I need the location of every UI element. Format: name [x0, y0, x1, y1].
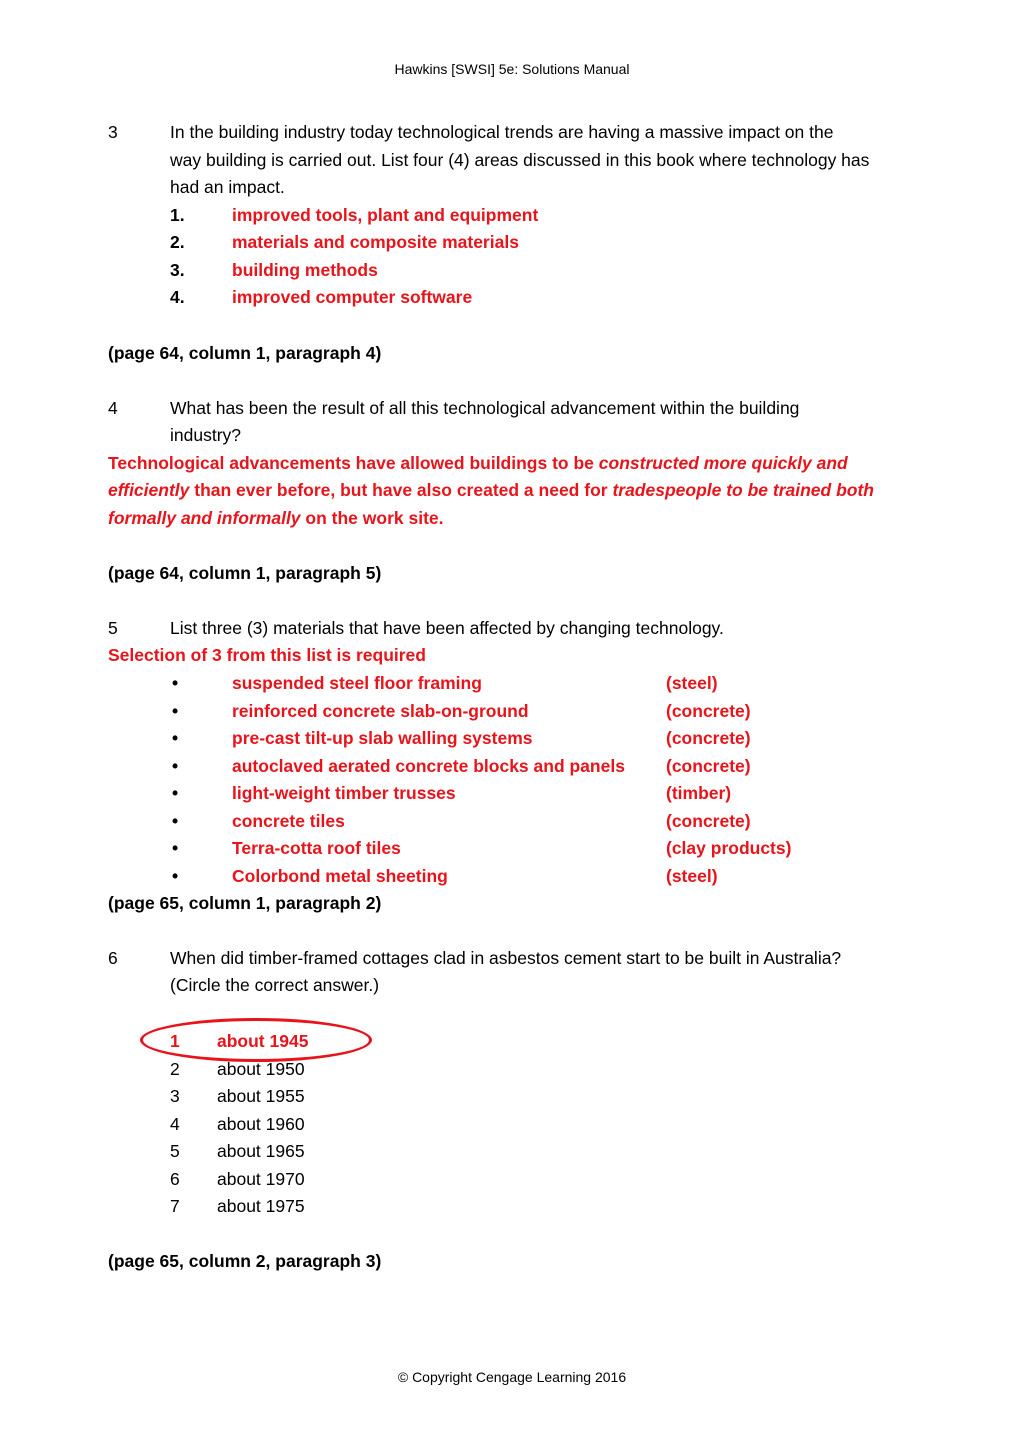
- q4-number: 4: [108, 398, 118, 418]
- q4-line-1: What has been the result of all this technological advancement within the building: [170, 398, 800, 418]
- material-category: (timber): [666, 783, 732, 803]
- material-category: (steel): [666, 866, 718, 886]
- material-item: Colorbond metal sheeting: [232, 866, 448, 886]
- q4-line-2: industry?: [170, 425, 242, 445]
- option-text: about 1965: [217, 1141, 305, 1161]
- q5-number: 5: [108, 618, 118, 638]
- q3-answer-4: improved computer software: [232, 287, 473, 307]
- material-item: reinforced concrete slab-on-ground: [232, 701, 529, 721]
- q3-answer-1: improved tools, plant and equipment: [232, 205, 539, 225]
- option-number: 2: [170, 1059, 180, 1079]
- q4-answer-line-2: [108, 482, 874, 500]
- q3-answer-2: materials and composite materials: [232, 232, 519, 252]
- material-category: (concrete): [666, 728, 751, 748]
- option-text: about 1975: [217, 1196, 305, 1216]
- q3-answer-1-num: 1.: [170, 205, 185, 225]
- q4-answer-line-1: [108, 455, 848, 473]
- page-footer: © Copyright Cengage Learning 2016: [397, 1369, 627, 1385]
- q4-answer-2c: tradespeople to be trained both: [612, 480, 874, 500]
- material-category: (concrete): [666, 701, 751, 721]
- material-item: concrete tiles: [232, 811, 345, 831]
- q4-answer-3b: on the work site.: [300, 508, 444, 528]
- bullet-icon: •: [172, 866, 179, 886]
- option-number: 3: [170, 1086, 180, 1106]
- q3-number: 3: [108, 122, 118, 142]
- q4-answer-1b: constructed more quickly and: [598, 453, 848, 473]
- option-number: 4: [170, 1114, 180, 1134]
- q5-instruction: Selection of 3 from this list is required: [108, 645, 426, 665]
- q3-answer-3-num: 3.: [170, 260, 185, 280]
- option-text: about 1955: [217, 1086, 305, 1106]
- option-text-correct: about 1945: [217, 1031, 309, 1051]
- bullet-icon: •: [172, 701, 179, 721]
- option-number: 5: [170, 1141, 180, 1161]
- material-category: (steel): [666, 673, 718, 693]
- q3-line-3: had an impact.: [170, 177, 285, 197]
- q4-answer-2a: efficiently: [108, 480, 190, 500]
- q5-reference: (page 65, column 1, paragraph 2): [108, 893, 382, 913]
- correct-answer-circle: [140, 1018, 372, 1062]
- q4-answer-2b: than ever before, but have also created a need for: [189, 480, 613, 500]
- q4-answer-line-3: [108, 510, 444, 528]
- q6-number: 6: [108, 948, 118, 968]
- option-text: about 1960: [217, 1114, 305, 1134]
- bullet-icon: •: [172, 811, 179, 831]
- material-item: pre-cast tilt-up slab walling systems: [232, 728, 533, 748]
- q4-reference: (page 64, column 1, paragraph 5): [108, 563, 382, 583]
- q6-line-2: (Circle the correct answer.): [170, 975, 380, 995]
- bullet-icon: •: [172, 756, 179, 776]
- q4-answer-3a: formally and informally: [108, 508, 301, 528]
- option-text: about 1970: [217, 1169, 305, 1189]
- material-category: (clay products): [666, 838, 792, 858]
- q5-question: List three (3) materials that have been affected by changing technology.: [170, 618, 724, 638]
- material-item: suspended steel floor framing: [232, 673, 482, 693]
- material-category: (concrete): [666, 811, 751, 831]
- page-header: Hawkins [SWSI] 5e: Solutions Manual: [394, 61, 630, 77]
- option-number: 6: [170, 1169, 180, 1189]
- q3-answer-4-num: 4.: [170, 287, 185, 307]
- option-text: about 1950: [217, 1059, 305, 1079]
- bullet-icon: •: [172, 728, 179, 748]
- bullet-icon: •: [172, 783, 179, 803]
- q6-reference: (page 65, column 2, paragraph 3): [108, 1251, 382, 1271]
- q3-reference: (page 64, column 1, paragraph 4): [108, 343, 382, 363]
- q3-line-1: In the building industry today technological trends are having a massive impact on the: [170, 122, 834, 142]
- material-item: autoclaved aerated concrete blocks and panels: [232, 756, 625, 776]
- bullet-icon: •: [172, 838, 179, 858]
- q3-line-2: way building is carried out. List four (4) areas discussed in this book where technology has: [170, 150, 870, 170]
- material-item: Terra-cotta roof tiles: [232, 838, 401, 858]
- material-category: (concrete): [666, 756, 751, 776]
- bullet-icon: •: [172, 673, 179, 693]
- material-item: light-weight timber trusses: [232, 783, 456, 803]
- q3-answer-2-num: 2.: [170, 232, 185, 252]
- option-number: 7: [170, 1196, 180, 1216]
- q4-answer-1a: Technological advancements have allowed buildings to be: [108, 453, 599, 473]
- q6-line-1: When did timber-framed cottages clad in asbestos cement start to be built in Australia?: [170, 948, 842, 968]
- option-number: 1: [170, 1031, 180, 1051]
- q3-answer-3: building methods: [232, 260, 378, 280]
